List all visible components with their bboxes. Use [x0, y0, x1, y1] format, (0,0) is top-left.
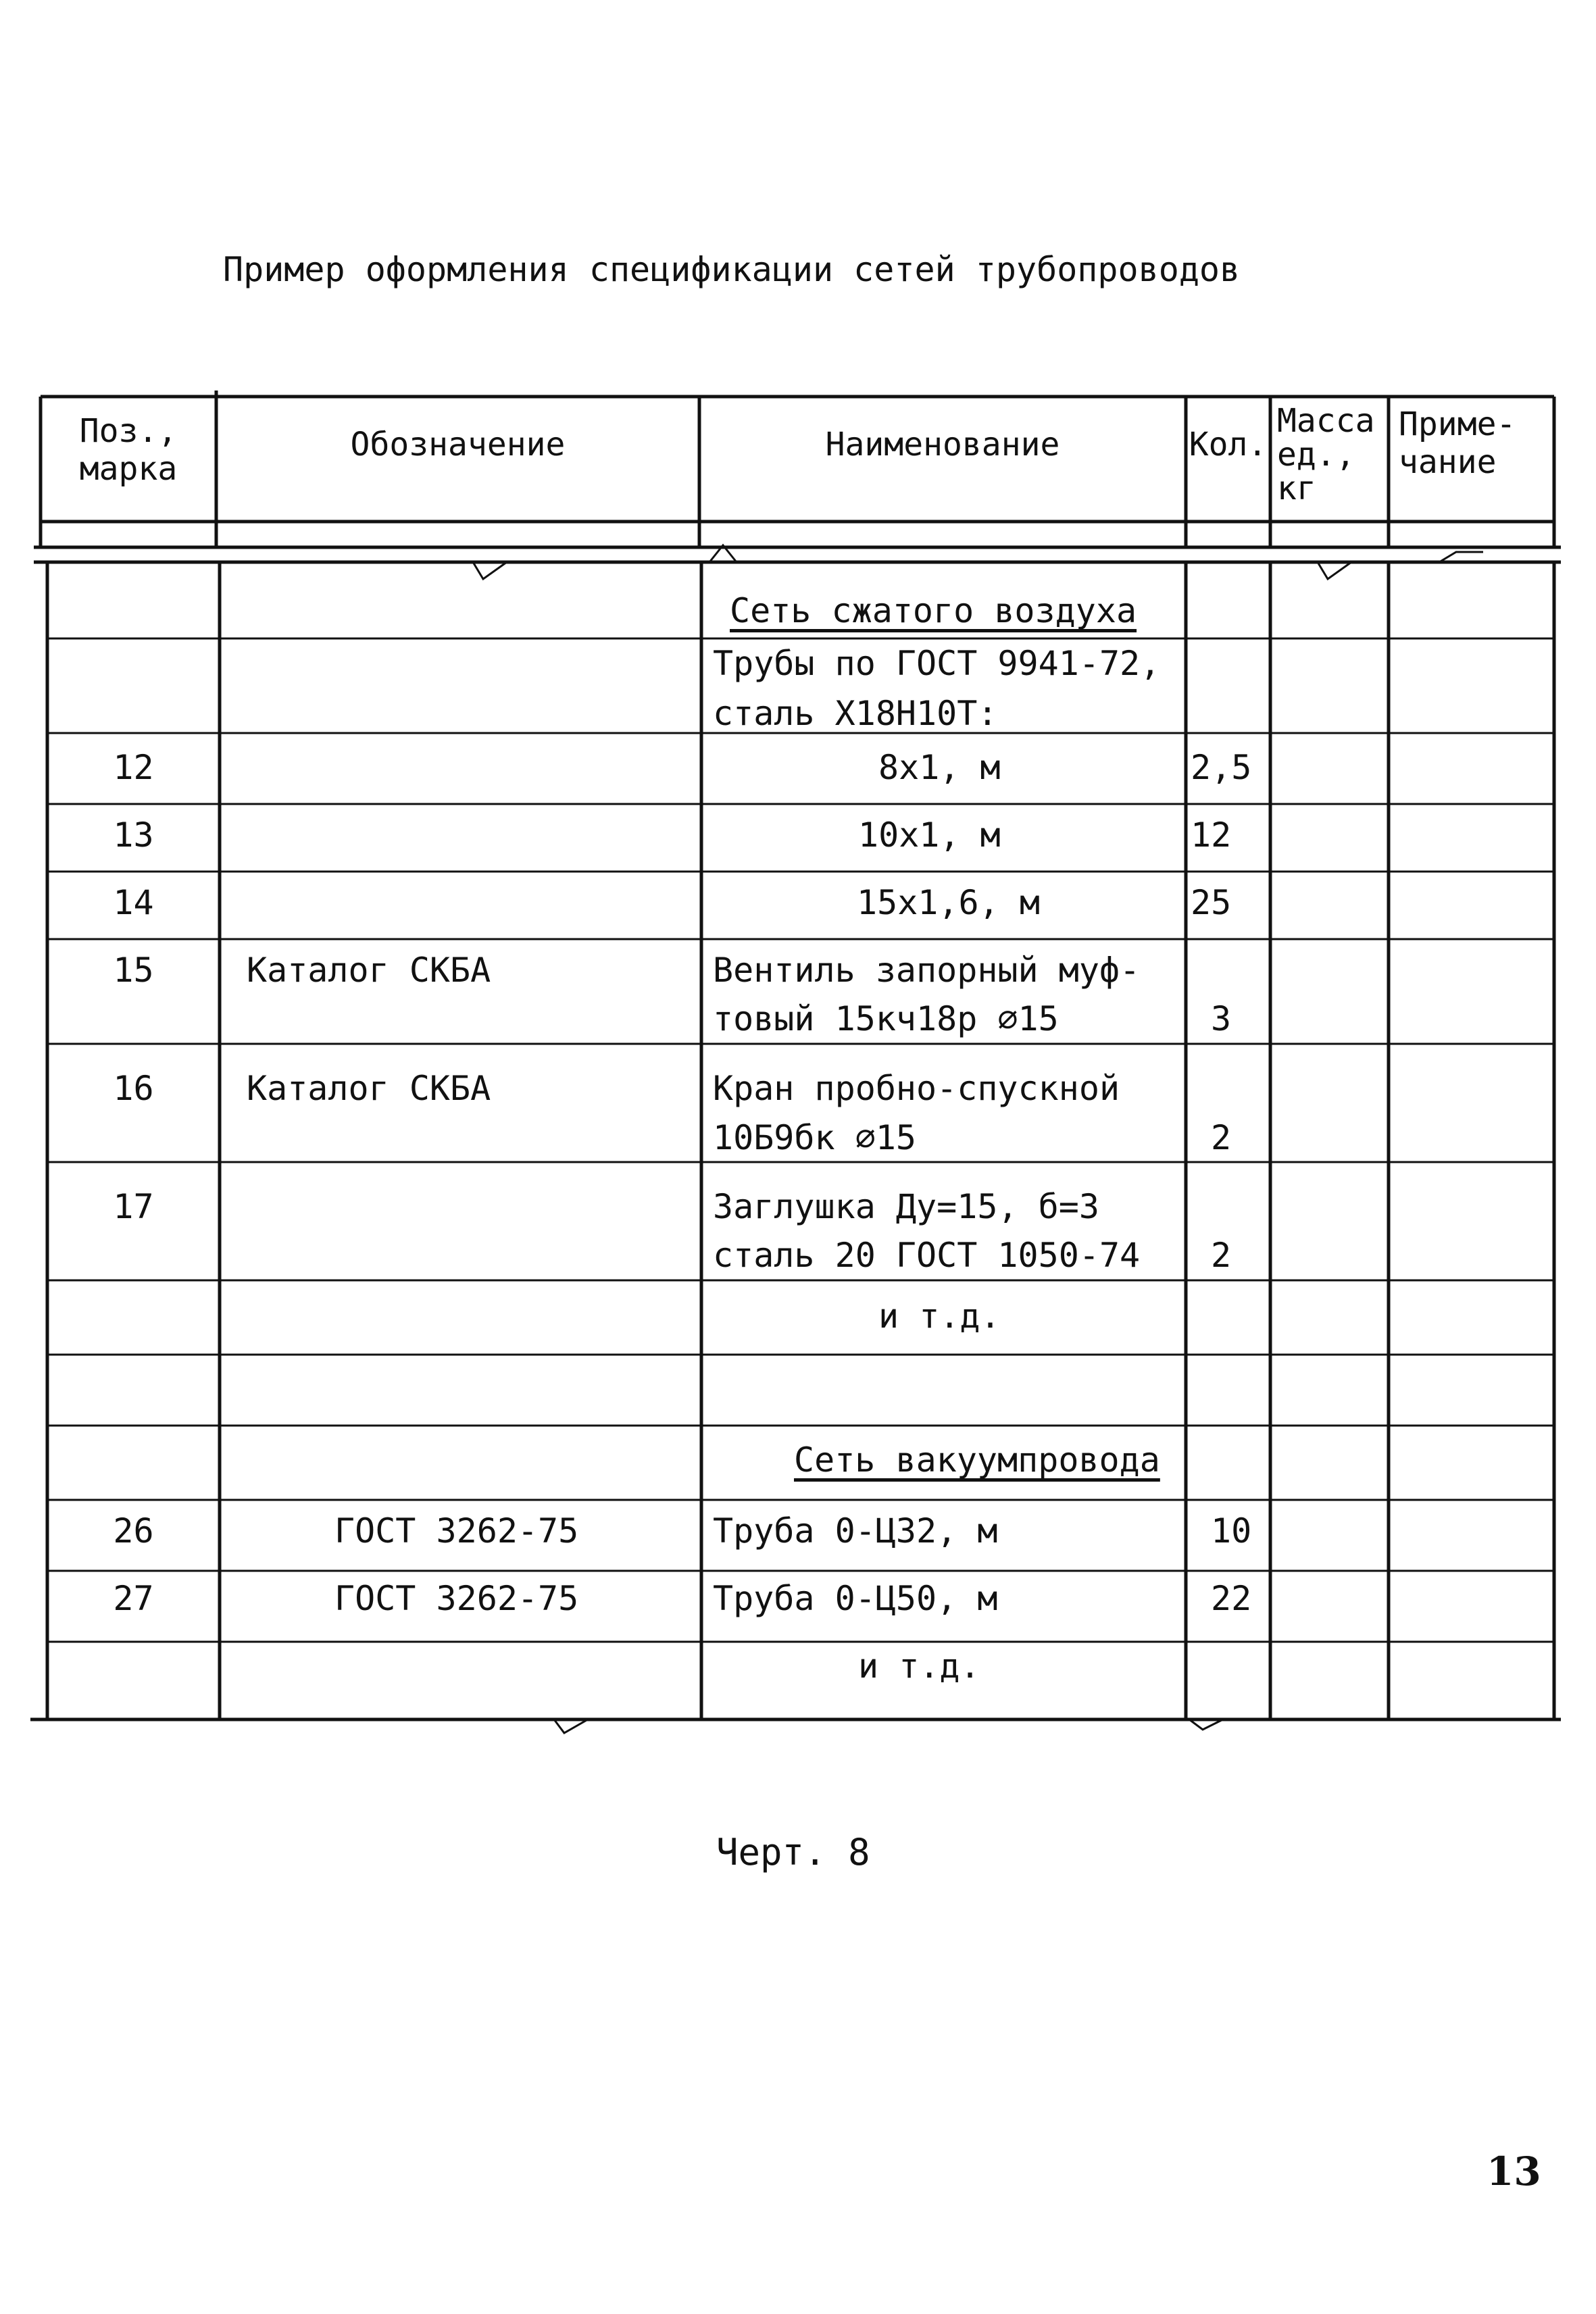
table-row-pos: 16 — [113, 1069, 154, 1108]
table-row-qty: 2 — [1211, 1236, 1232, 1275]
column-header-mass-line1: Масса — [1277, 402, 1375, 440]
table-row-etc: и т.д. — [858, 1646, 980, 1686]
column-header-qty: Кол. — [1189, 426, 1268, 463]
page-number: 13 — [1487, 2148, 1541, 2194]
table-row-pos: 27 — [113, 1579, 154, 1618]
section-title-vacuum: Сеть вакуумпровода — [794, 1440, 1160, 1480]
column-header-mass — [1277, 404, 1389, 505]
table-row-qty: 12 — [1191, 815, 1232, 855]
column-header-note-line2: чание — [1399, 443, 1497, 481]
table-row-name-line: Труба 0-Ц50, м — [713, 1579, 998, 1618]
table-row-qty: 2 — [1211, 1118, 1232, 1157]
table-row-name-line: сталь Х18Н10Т: — [713, 694, 998, 733]
table-row-designation: ГОСТ 3262-75 — [334, 1511, 579, 1551]
table-row-name-line: Заглушка Ду=15, б=3 — [713, 1187, 1099, 1226]
table-row-name-line: товый 15кч18р ∅15 — [713, 999, 1059, 1038]
column-header-note — [1399, 405, 1554, 481]
table-row-designation: ГОСТ 3262-75 — [334, 1579, 579, 1618]
table-row-pos: 15 — [113, 951, 154, 990]
column-header-mass-line3: кг — [1277, 470, 1316, 507]
table-row-qty: 22 — [1211, 1579, 1252, 1618]
table-row-name-line: Кран пробно-спускной — [713, 1069, 1120, 1108]
section-title-compressed-air: Сеть сжатого воздуха — [730, 591, 1137, 630]
table-row-qty: 2,5 — [1191, 748, 1252, 787]
table-row-name-line: 10x1, м — [858, 815, 1001, 855]
column-header-pos-line1: Поз., — [79, 412, 178, 450]
table-row-qty: 25 — [1191, 883, 1232, 922]
table-row-etc: и т.д. — [878, 1297, 1001, 1336]
column-header-designation: Обозначение — [350, 426, 566, 463]
table-row-pos: 17 — [113, 1187, 154, 1226]
table-row-name-line: Труба 0-Ц32, м — [713, 1511, 998, 1551]
table-row-designation: Каталог СКБА — [247, 951, 491, 990]
column-header-mass-line2: ед., — [1277, 436, 1355, 474]
table-row-pos: 26 — [113, 1511, 154, 1551]
table-row-pos: 12 — [113, 748, 154, 787]
column-header-pos-line2: марка — [79, 450, 178, 488]
table-row-name-line: 8x1, м — [878, 748, 1001, 787]
table-row-qty: 3 — [1211, 999, 1232, 1038]
drawing-caption: Черт. 8 — [716, 1831, 870, 1873]
table-row-qty: 10 — [1211, 1511, 1252, 1551]
table-row-name-line: 10Б9бк ∅15 — [713, 1118, 917, 1157]
table-row-name-line: сталь 20 ГОСТ 1050-74 — [713, 1236, 1141, 1275]
column-header-name: Наименование — [825, 426, 1060, 463]
table-row-name-line: Вентиль запорный муф- — [713, 951, 1141, 990]
table-row-pos: 14 — [113, 883, 154, 922]
table-row-name-line: Трубы по ГОСТ 9941-72, — [713, 644, 1161, 683]
table-row-name-line: 15x1,6, м — [857, 883, 1040, 922]
document-title: Пример оформления спецификации сетей трубопроводов — [223, 250, 1241, 289]
column-header-pos — [41, 412, 216, 488]
table-row-pos: 13 — [113, 815, 154, 855]
table-row-designation: Каталог СКБА — [247, 1069, 491, 1108]
column-header-note-line1: Приме- — [1399, 405, 1516, 443]
